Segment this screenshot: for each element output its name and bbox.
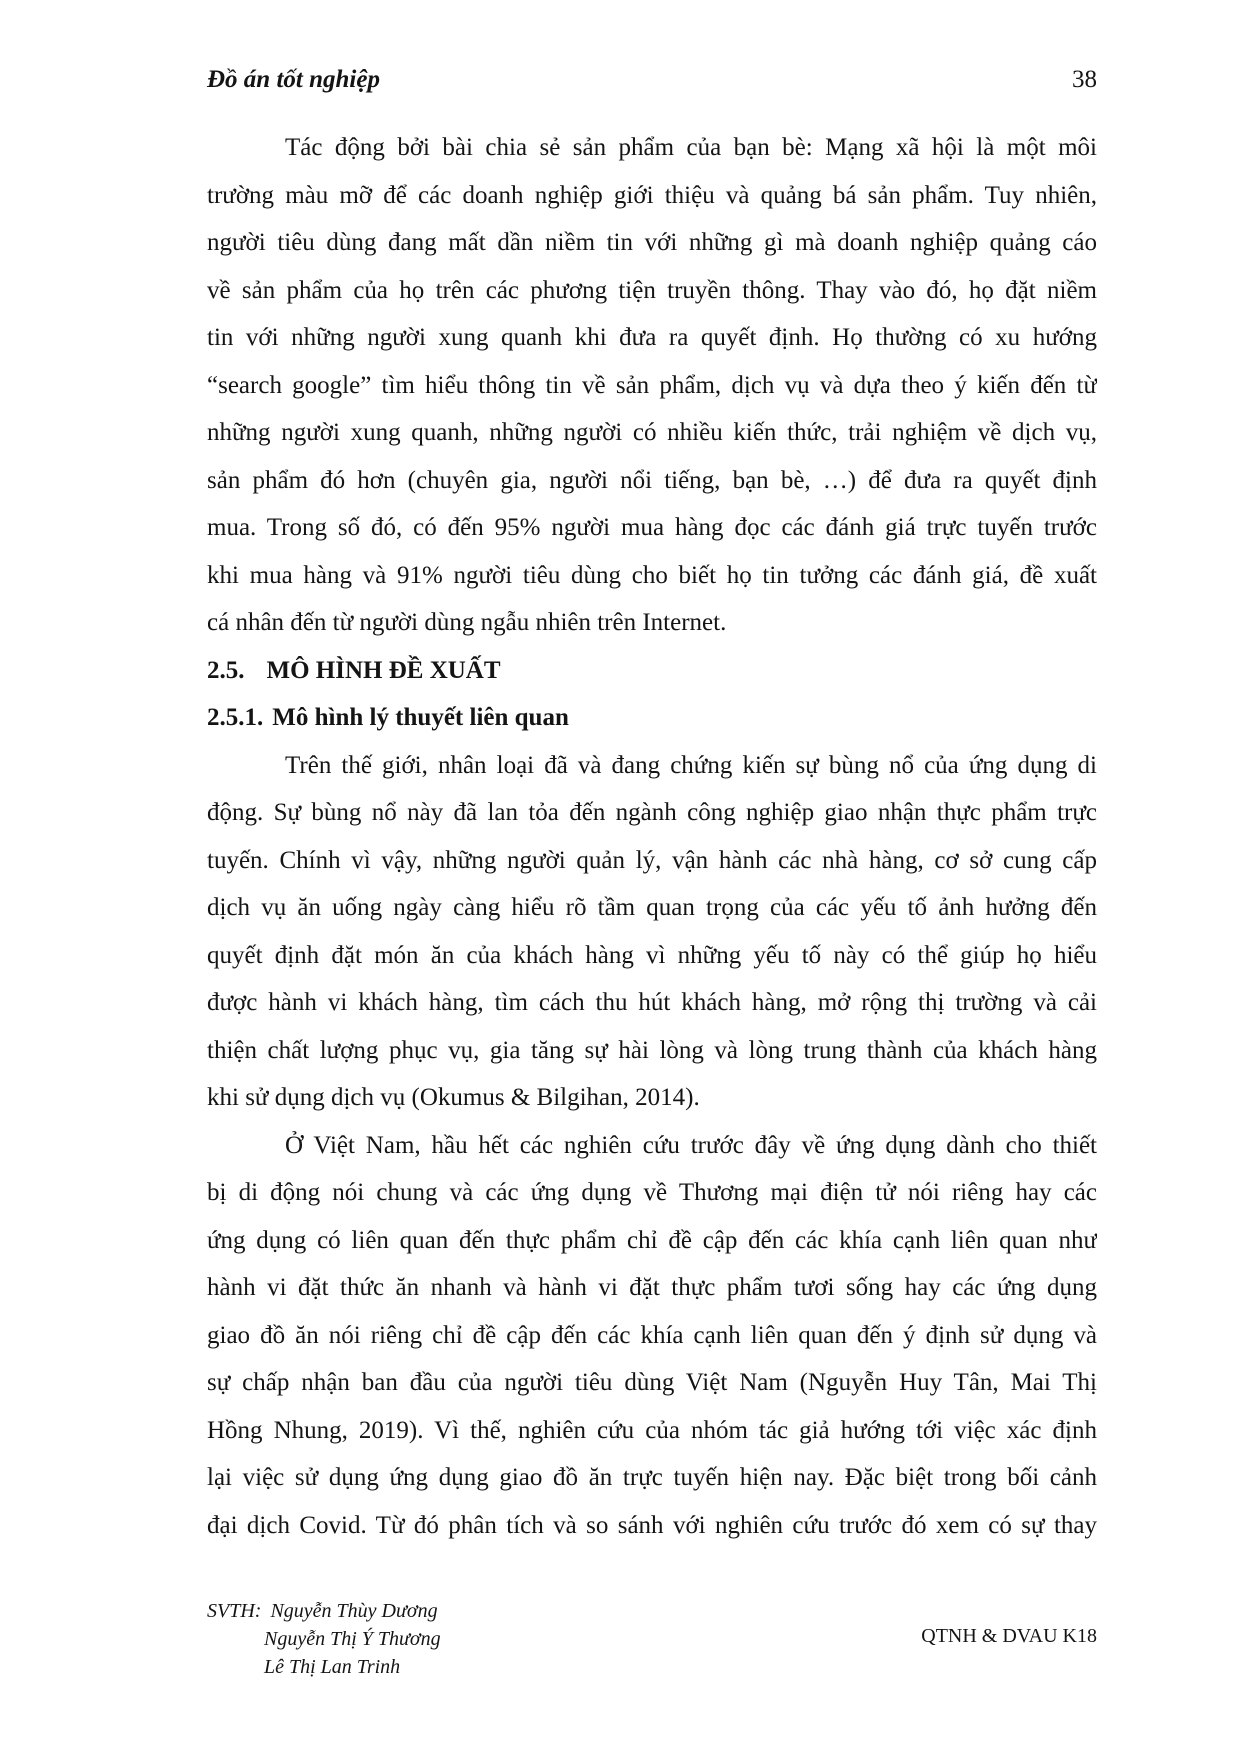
text-line: người tiêu dùng đang mất dần niềm tin với những gì mà doanh nghiệp quảng cáo bbox=[207, 229, 1097, 256]
text-line: Ở Việt Nam, hầu hết các nghiên cứu trước đây về ứng dụng dành cho thiết bbox=[285, 1131, 1097, 1159]
paragraph-vietnam-research bbox=[207, 1122, 1097, 1550]
section-heading-2-5-1 bbox=[207, 694, 1097, 742]
text-line: được hành vi khách hàng, tìm cách thu hút khách hàng, mở rộng thị trường và cải bbox=[207, 989, 1097, 1016]
subsection-number: 2.5.1. bbox=[207, 704, 264, 731]
text-line: tin với những người xung quanh khi đưa ra quyết định. Họ thường có xu hướng bbox=[207, 324, 1097, 351]
paragraph-social-share-impact bbox=[207, 124, 1097, 647]
footer-class-code: QTNH & DVAU K18 bbox=[921, 1625, 1097, 1647]
section-heading-2-5 bbox=[207, 647, 1097, 695]
page-footer bbox=[207, 1597, 1097, 1681]
running-header-title: Đồ án tốt nghiệp bbox=[207, 66, 380, 93]
text-line: Trên thế giới, nhân loại đã và đang chứng kiến sự bùng nổ của ứng dụng di bbox=[285, 751, 1097, 779]
author-name: Nguyễn Thùy Dương bbox=[270, 1600, 438, 1622]
text-line: trường màu mỡ để các doanh nghiệp giới thiệu và quảng bá sản phẩm. Tuy nhiên, bbox=[207, 181, 1097, 209]
text-line: Tác động bởi bài chia sẻ sản phẩm của bạn bè: Mạng xã hội là một môi bbox=[285, 134, 1097, 161]
text-line: giao đồ ăn nói riêng chỉ đề cập đến các khía cạnh liên quan đến ý định sử dụng và bbox=[207, 1321, 1097, 1349]
text-line: bị di động nói chung và các ứng dụng về Thương mại điện tử nói riêng hay các bbox=[207, 1179, 1097, 1206]
text-line: những người xung quanh, những người có nhiều kiến thức, trải nghiệm về dịch vụ, bbox=[207, 419, 1097, 446]
text-line: ứng dụng có liên quan đến thực phẩm chỉ đề cập đến các khía cạnh liên quan như bbox=[207, 1226, 1097, 1254]
text-line: Hồng Nhung, 2019). Vì thế, nghiên cứu của nhóm tác giả hướng tới việc xác định bbox=[207, 1416, 1097, 1444]
text-line: lại việc sử dụng ứng dụng giao đồ ăn trực tuyến hiện nay. Đặc biệt trong bối cảnh bbox=[207, 1464, 1097, 1491]
text-line: cá nhân đến từ người dùng ngẫu nhiên trên Internet. bbox=[207, 609, 727, 636]
svth-label: SVTH: bbox=[207, 1600, 262, 1622]
subsection-title: Mô hình lý thuyết liên quan bbox=[272, 704, 569, 731]
paragraph-world-trend bbox=[207, 742, 1097, 1122]
document-body bbox=[207, 124, 1097, 1549]
text-line: sự chấp nhận ban đầu của người tiêu dùng Việt Nam (Nguyễn Huy Tân, Mai Thị bbox=[207, 1369, 1097, 1396]
footer-author-line bbox=[207, 1597, 1097, 1625]
author-name: Lê Thị Lan Trinh bbox=[264, 1656, 401, 1678]
section-title: MÔ HÌNH ĐỀ XUẤT bbox=[266, 656, 501, 684]
text-line: đại dịch Covid. Từ đó phân tích và so sánh với nghiên cứu trước đó xem có sự thay bbox=[207, 1511, 1097, 1539]
page-number: 38 bbox=[1072, 66, 1097, 93]
text-line: “search google” tìm hiểu thông tin về sản phẩm, dịch vụ và dựa theo ý kiến đến từ bbox=[207, 371, 1097, 399]
text-line: tuyến. Chính vì vậy, những người quản lý, vận hành các nhà hàng, cơ sở cung cấp bbox=[207, 846, 1097, 874]
text-line: mua. Trong số đó, có đến 95% người mua hàng đọc các đánh giá trực tuyến trước bbox=[207, 514, 1097, 541]
text-line: sản phẩm đó hơn (chuyên gia, người nổi tiếng, bạn bè, …) để đưa ra quyết định bbox=[207, 466, 1097, 494]
author-name: Nguyễn Thị Ý Thương bbox=[264, 1628, 441, 1650]
text-line: thiện chất lượng phục vụ, gia tăng sự hài lòng và lòng trung thành của khách hàng bbox=[207, 1036, 1097, 1064]
text-line: khi mua hàng và 91% người tiêu dùng cho biết họ tin tưởng các đánh giá, đề xuất bbox=[207, 561, 1097, 589]
text-line: khi sử dụng dịch vụ (Okumus & Bilgihan, 2014). bbox=[207, 1084, 700, 1111]
text-line: động. Sự bùng nổ này đã lan tỏa đến ngành công nghiệp giao nhận thực phẩm trực bbox=[207, 799, 1097, 826]
text-line: về sản phẩm của họ trên các phương tiện truyền thông. Thay vào đó, họ đặt niềm bbox=[207, 276, 1097, 304]
text-line: quyết định đặt món ăn của khách hàng vì những yếu tố này có thể giúp họ hiểu bbox=[207, 941, 1097, 969]
section-number: 2.5. bbox=[207, 656, 245, 684]
text-line: dịch vụ ăn uống ngày càng hiểu rõ tầm quan trọng của các yếu tố ảnh hưởng đến bbox=[207, 894, 1097, 921]
text-line: hành vi đặt thức ăn nhanh và hành vi đặt thực phẩm tươi sống hay các ứng dụng bbox=[207, 1274, 1097, 1301]
page-header bbox=[207, 66, 1097, 94]
